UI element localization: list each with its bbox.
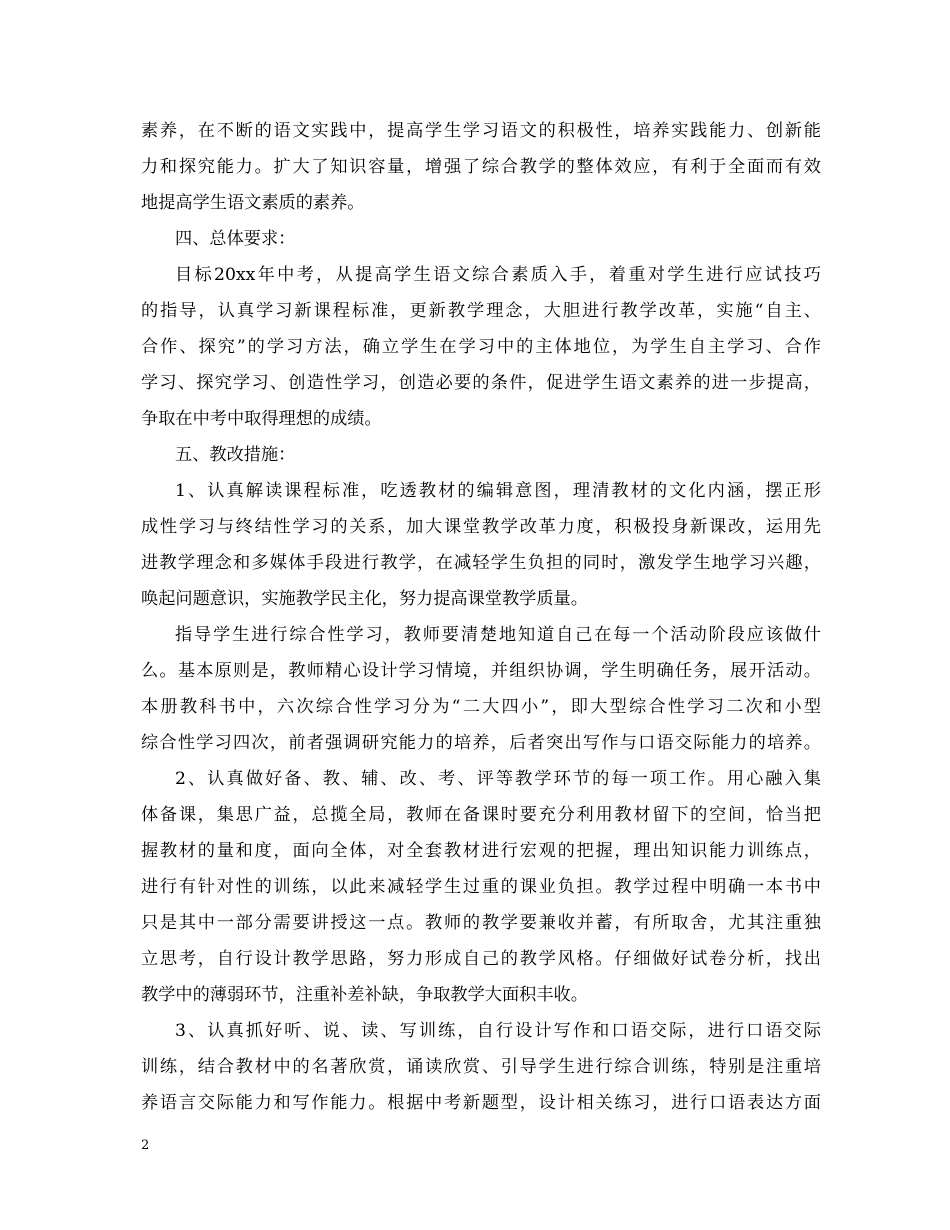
- text-line: 么。基本原则是，教师精心设计学习情境，并组织协调，学生明确任务，展开活动。: [141, 661, 821, 681]
- text-line: 地提高学生语文素质的素养。: [141, 193, 365, 213]
- text-line: 教学中的薄弱环节，注重补差补缺，争取教学大面积丰收。: [141, 985, 588, 1005]
- text-line: 本册教科书中，六次综合性学习分为“二大四小”，即大型综合性学习二次和小型: [141, 697, 821, 717]
- text-line: 2、认真做好备、教、辅、改、考、评等教学环节的每一项工作。用心融入集: [175, 769, 821, 789]
- text-line: 成性学习与终结性学习的关系，加大课堂教学改革力度，积极投身新课改，运用先: [141, 517, 821, 537]
- text-line: 素养，在不断的语文实践中，提高学生学习语文的积极性，培养实践能力、创新能: [141, 121, 821, 141]
- text-line: 进教学理念和多媒体手段进行教学，在减轻学生负担的同时，激发学生地学习兴趣，: [141, 553, 821, 573]
- text-line: 学习、探究学习、创造性学习，创造必要的条件，促进学生语文素养的进一步提高，: [141, 373, 821, 393]
- text-line: 3、认真抓好听、说、读、写训练，自行设计写作和口语交际，进行口语交际: [175, 1021, 821, 1041]
- text-line: 进行有针对性的训练，以此来减轻学生过重的课业负担。教学过程中明确一本书中: [141, 877, 821, 897]
- text-line: 合作、探究”的学习方法，确立学生在学习中的主体地位，为学生自主学习、合作: [141, 337, 821, 357]
- text-line: 指导学生进行综合性学习，教师要清楚地知道自己在每一个活动阶段应该做什: [175, 625, 821, 645]
- text-line: 唤起问题意识，实施教学民主化，努力提高课堂教学质量。: [141, 589, 588, 609]
- text-line: 的指导，认真学习新课程标准，更新教学理念，大胆进行教学改革，实施“自主、: [141, 301, 821, 321]
- text-line: 训练，结合教材中的名著欣赏，诵读欣赏、引导学生进行综合训练，特别是注重培: [141, 1057, 821, 1077]
- text-line: 争取在中考中取得理想的成绩。: [141, 409, 382, 429]
- text-line: 养语言交际能力和写作能力。根据中考新题型，设计相关练习，进行口语表达方面: [141, 1093, 821, 1113]
- text-line: 只是其中一部分需要讲授这一点。教师的教学要兼收并蓄，有所取舍，尤其注重独: [141, 913, 821, 933]
- text-line: 握教材的量和度，面向全体，对全套教材进行宏观的把握，理出知识能力训练点，: [141, 841, 821, 861]
- text-line: 力和探究能力。扩大了知识容量，增强了综合教学的整体效应，有利于全面而有效: [141, 157, 821, 177]
- text-line: 立思考，自行设计教学思路，努力形成自己的教学风格。仔细做好试卷分析，找出: [141, 949, 821, 969]
- page-number: 2: [141, 1138, 150, 1153]
- text-line: 体备课，集思广益，总揽全局，教师在备课时要充分利用教材留下的空间，恰当把: [141, 805, 821, 825]
- section-heading: 四、总体要求：: [175, 229, 296, 249]
- text-line: 目标20xx年中考，从提高学生语文综合素质入手，着重对学生进行应试技巧: [175, 265, 821, 285]
- text-line: 综合性学习四次，前者强调研究能力的培养，后者突出写作与口语交际能力的培养。: [141, 733, 821, 753]
- text-line: 1、认真解读课程标准，吃透教材的编辑意图，理清教材的文化内涵，摆正形: [175, 481, 821, 501]
- section-heading: 五、教改措施：: [175, 445, 296, 465]
